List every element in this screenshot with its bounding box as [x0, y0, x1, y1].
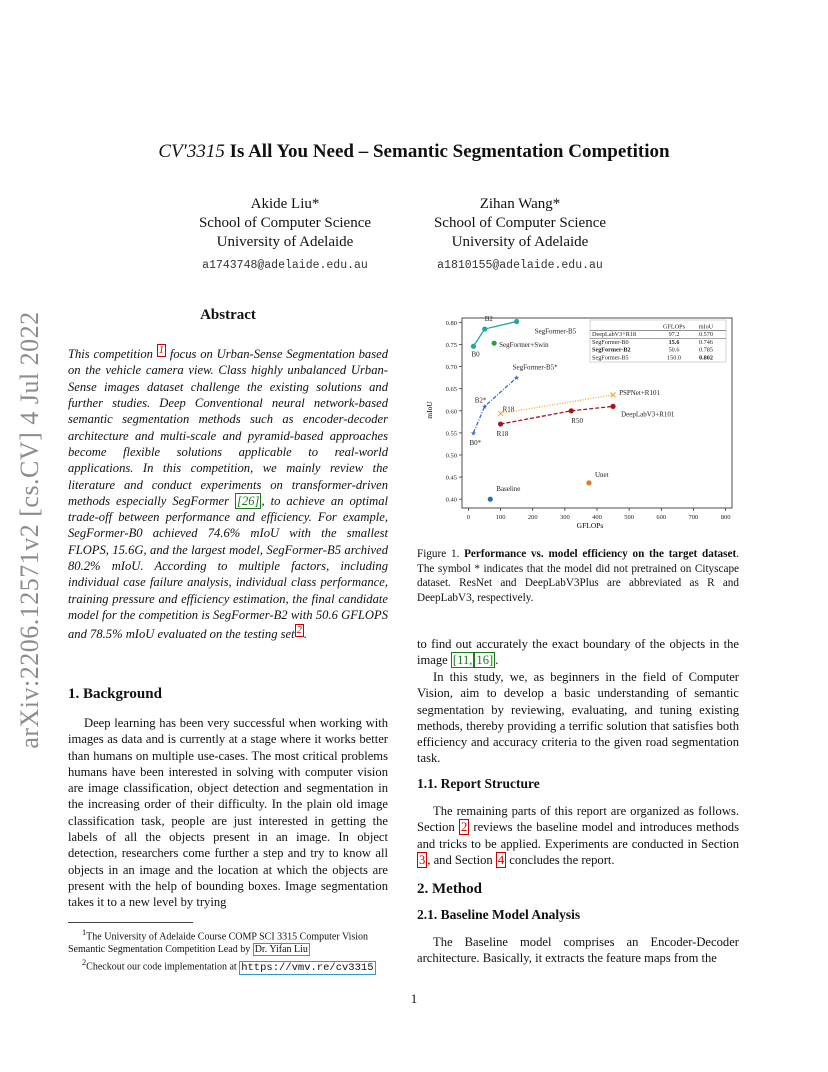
footnote-link-lead[interactable]: Dr. Yifan Liu [254, 944, 308, 956]
table-cell: 0.570 [699, 331, 713, 339]
x-tick-label: 400 [592, 514, 602, 521]
background-paragraph: Deep learning has been very successful when working with images as data and is currently at a stage where it works better than humans on multiple use-cases. The most critical problems humans have been interested in solving with computer vision are image classification, object detection and segmentation in the increasing order of their difficulty. In the plain old image classification task, people are just interested in getting the labels of all the objects present in an image. In object detection, researchers come further a step and try to know all objects in an image and the location at which the objects are present with the help of bounding boxes. Image segmentation takes it to a new level by trying [68, 716, 388, 910]
body-text: to find out accurately the exact boundary of the objects in the image [417, 637, 739, 668]
figure-1-caption [417, 547, 739, 605]
table-header-cell: mIoU [698, 323, 714, 331]
section-heading-background: 1. Background [68, 686, 162, 702]
citation-16[interactable]: 16] [476, 653, 494, 668]
subsection-heading-report-structure: 1.1. Report Structure [417, 776, 540, 791]
footnotes [68, 926, 388, 975]
author-name: Zihan Wang* [479, 196, 561, 212]
study-paragraph: In this study, we, as beginners in the field of Computer Vision, aim to develop a basic understanding of semantic segmentation by reviewing, evaluating, and tuning existing methods, thereby providing a terrific solution that satisfies both efficiency and accuracy criteria to the given road segmentation task. [417, 670, 739, 766]
table-cell: 0.746 [699, 338, 713, 346]
series-baseline [488, 497, 493, 502]
y-tick-label: 0.65 [445, 386, 457, 394]
series-pspnet-r101 [498, 392, 616, 416]
footnote-text: Checkout our code implementation at [86, 961, 240, 973]
table-cell: SegFormer-B0 [592, 338, 629, 346]
section-ref-4[interactable]: 4 [497, 852, 505, 867]
footnote-ref-2[interactable]: 2 [296, 625, 302, 637]
point-label: B2 [484, 315, 493, 324]
table-cell: DeepLabV3+R18 [592, 331, 637, 339]
section-ref-2[interactable]: 2 [460, 820, 468, 835]
x-tick-label: 0 [466, 514, 471, 521]
citation-26[interactable]: [26] [237, 493, 260, 508]
footnote-ref-1[interactable]: 1 [158, 345, 165, 356]
footnote-mark: 1 [82, 928, 87, 937]
data-point [586, 480, 591, 485]
page-number: 1 [410, 991, 418, 1006]
x-tick-label: 300 [559, 514, 570, 521]
point-label: R50 [571, 416, 583, 425]
author-block-2 [405, 195, 635, 275]
series-name-label: DeepLabV3+R101 [621, 410, 675, 419]
abstract-text: , to achieve an optimal trade-off between performance and efficiency. For example, SegFormer-B0 achieved 74.6% mIoU with the smallest FLOPS, 15.6G, and the largest model, SegFormer-B5 archived 80.2% mIoU. According to multiple factors, including individual case failure analysis, individual class performance, training pressure and efficiency estimation, the final candidate model for the competition is SegFormer-B2 with 50.6 GFLOPS and 78.5% mIoU evaluated on the testing set [68, 493, 388, 642]
data-point: ★ [513, 374, 520, 383]
data-point [482, 326, 487, 331]
y-tick-label: 0.50 [445, 452, 457, 460]
table-cell: 150.0 [667, 354, 681, 362]
x-tick-label: 100 [495, 514, 506, 521]
y-axis-label: mIoU [425, 401, 434, 419]
table-cell: SegFormer-B2 [592, 346, 631, 354]
data-point [488, 497, 493, 502]
body-text: reviews the baseline model and introduces methods and tricks to be applied. Experiments are conducted in Section [417, 820, 739, 851]
author-university: University of Adelaide [451, 234, 589, 250]
abstract-text: This competition [68, 347, 157, 362]
title-rest: Is All You Need – Semantic Segmentation Competition [224, 141, 670, 162]
point-label: B2* [474, 396, 487, 405]
data-point [610, 404, 615, 409]
author-school: School of Computer Science [433, 215, 607, 231]
y-tick-label: 0.60 [445, 408, 457, 416]
footnote-link-code[interactable]: https://vmv.re/cv3315 [241, 961, 374, 974]
x-tick-label: 500 [624, 514, 635, 521]
series-line [501, 406, 614, 424]
data-point [498, 421, 503, 426]
x-axis-ticks [467, 508, 731, 521]
abstract-text: . [303, 627, 308, 642]
data-point [514, 319, 519, 324]
x-tick-label: 200 [527, 514, 538, 521]
y-tick-label: 0.75 [445, 342, 457, 350]
citation-11[interactable]: [11, [452, 653, 473, 668]
y-axis-ticks [446, 320, 462, 504]
x-axis-label: GFLOPs [576, 521, 604, 530]
section-ref-3[interactable]: 3 [419, 852, 426, 867]
author-name: Akide Liu* [250, 196, 320, 212]
x-tick-label: 700 [688, 514, 699, 521]
table-cell: 50.6 [668, 346, 680, 354]
footnote-rule [68, 922, 193, 923]
report-structure-paragraph [417, 803, 739, 868]
data-point: ★ [470, 429, 477, 438]
series-deeplabv3-r101 [498, 404, 616, 427]
author-university: University of Adelaide [216, 234, 354, 250]
caption-label: Figure 1. [417, 548, 460, 560]
table-header-cell: GFLOPs [662, 323, 686, 331]
series-name-label: SegFormer+Swin [499, 341, 549, 350]
data-point [569, 408, 574, 413]
series-name-label: Baseline [496, 485, 521, 494]
series-name-label: SegFormer-B5* [512, 363, 558, 372]
point-label: R18 [502, 405, 515, 414]
series-name-label: SegFormer-B5 [534, 327, 577, 336]
point-label: B0 [471, 350, 480, 359]
caption-bold: Performance vs. model efficiency on the target dataset [464, 548, 737, 560]
body-text: concludes the report. [506, 852, 615, 867]
data-point [471, 344, 476, 349]
y-tick-label: 0.55 [445, 430, 457, 438]
arxiv-identifier: arXiv:2206.12571v2 [cs.CV] 4 Jul 2022 [15, 311, 44, 749]
author-email[interactable]: a1743748@adelaide.edu.au [202, 259, 368, 272]
point-label: B0* [469, 438, 482, 447]
series-name-label: PSPNet+R101 [619, 388, 660, 397]
series-line [501, 395, 614, 414]
author-email[interactable]: a1810155@adelaide.edu.au [437, 259, 603, 272]
series-segformer-swin [492, 341, 497, 346]
footnote-1 [68, 926, 388, 956]
y-tick-label: 0.80 [445, 319, 457, 327]
footnote-mark: 2 [82, 958, 87, 968]
caption-text: . The symbol * indicates that the model did not pretrained on Cityscape dataset. ResNet and DeepLabV3Plus are abbreviated as R and DeepLabV3, respectively. [417, 548, 739, 604]
point-label: R18 [496, 430, 509, 439]
title-cv-part: CV′3315 [158, 141, 225, 162]
footnote-text: The University of Adelaide Course COMP SCI 3315 Computer Vision Semantic Segmentation Competition Lead by [68, 931, 369, 956]
table-cell: 0.802 [699, 354, 713, 362]
table-cell: SegFormer-B5 [592, 354, 629, 362]
abstract-text: focus on Urban-Sense Segmentation based on the vehicle camera view. Class highly unbalanced Urban-Sense images dataset challenge the existing solutions and further studies. Deep Conventional neural network-based semantic segmentation methods such as encoder-decoder architecture and multi-scale and pyramid-based approaches become flexible solutions applicable to real-world applications. In this competition, we mainly review the literature and conduct experiments on transformer-driven methods especially SegFormer [68, 347, 388, 508]
body-text: The remaining parts of this report are organized as follows. Section [417, 804, 739, 835]
body-text: , and Section [427, 852, 496, 867]
intro-continued [417, 636, 739, 669]
abstract-body [68, 343, 388, 643]
x-tick-label: 600 [656, 514, 667, 521]
body-text: . [495, 653, 499, 668]
y-tick-label: 0.40 [445, 496, 457, 504]
data-point: ★ [481, 402, 488, 411]
subsection-heading-baseline: 2.1. Baseline Model Analysis [417, 907, 581, 922]
series-name-label: Unet [594, 470, 609, 479]
baseline-paragraph: The Baseline model comprises an Encoder-Decoder architecture. Basically, it extracts the feature maps from the [417, 935, 739, 966]
abstract-heading: Abstract [200, 307, 256, 323]
paper-title [0, 141, 828, 163]
inset-table [590, 320, 726, 362]
data-point [492, 341, 497, 346]
arxiv-sidebar [2, 300, 58, 760]
author-block-1 [170, 195, 400, 275]
y-tick-label: 0.70 [445, 364, 457, 372]
table-cell: 97.2 [668, 331, 680, 339]
table-cell: 15.6 [668, 338, 680, 346]
series-unet [586, 480, 591, 485]
table-cell: 0.785 [699, 346, 713, 354]
figure-1-chart [420, 310, 740, 532]
x-tick-label: 800 [720, 514, 731, 521]
y-tick-label: 0.45 [445, 474, 457, 482]
section-heading-method: 2. Method [417, 881, 482, 897]
author-school: School of Computer Science [198, 215, 372, 231]
footnote-2 [68, 956, 388, 974]
